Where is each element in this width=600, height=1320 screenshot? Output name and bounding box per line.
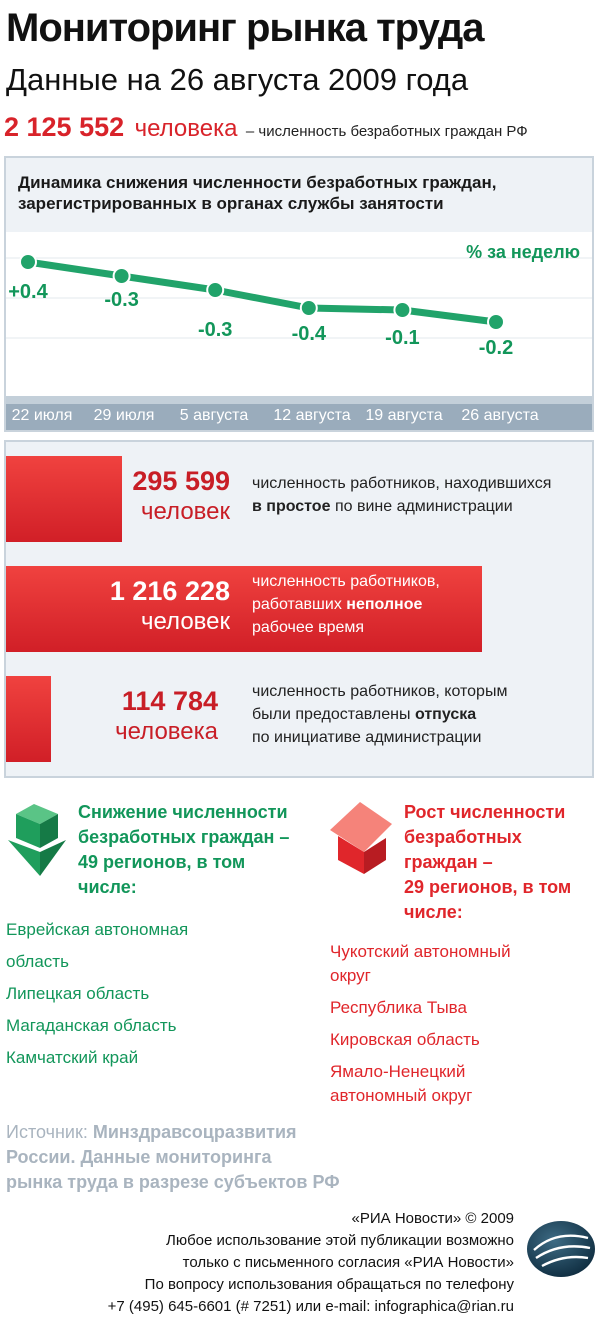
data-point-3 [207, 282, 223, 298]
increase-heading [404, 800, 571, 925]
total-description: – численность безработных граждан РФ [245, 123, 528, 140]
stat-unit-leave: человека [115, 718, 218, 745]
decrease-region-3: Магаданская область [6, 1016, 177, 1035]
footer-line-1: «РИА Новости» © 2009 [351, 1210, 514, 1227]
chart-legend: % за неделю [466, 242, 580, 262]
arrow-up-icon [330, 800, 396, 876]
ria-logo-icon [526, 1220, 596, 1278]
stat-unit-idle: человек [140, 498, 230, 525]
decrease-region-4: Камчатский край [6, 1048, 139, 1067]
increase-heading-line-2: безработных [404, 827, 522, 847]
data-label-5: -0.1 [385, 327, 420, 349]
footer-line-4: По вопросу использования обращаться по телефону [144, 1276, 514, 1293]
stat-value-leave: 114 784 [121, 686, 218, 716]
source-note [6, 1120, 340, 1195]
stat-desc-parttime-end: рабочее время [252, 619, 365, 636]
data-label-4: -0.4 [291, 323, 327, 345]
data-label-6: -0.2 [478, 337, 514, 359]
stat-desc-idle-text: численность работников, находившихся [252, 475, 552, 492]
increase-region-2: Республика Тыва [330, 998, 467, 1017]
increase-region-1-cont: округ [330, 966, 371, 985]
increase-region-1: Чукотский автономный [330, 942, 511, 961]
page-subtitle: Данные на 26 августа 2009 года [6, 62, 469, 97]
footer-line-3: только с письменного согласия «РИА Новости» [182, 1254, 514, 1271]
weekly-change-line-chart [6, 158, 592, 430]
stat-desc-parttime-text: численность работников, [252, 573, 440, 590]
copyright-footer [108, 1208, 514, 1318]
data-label-3: -0.3 [197, 319, 233, 341]
increase-heading-line-5: числе: [404, 902, 463, 922]
decrease-heading [78, 800, 289, 900]
increase-region-3: Кировская область [330, 1030, 480, 1049]
x-tick-label-5: 19 августа [365, 407, 443, 424]
stat-desc-leave-mid: были предоставлены [252, 706, 411, 723]
source-line-2: России. Данные мониторинга [6, 1147, 272, 1167]
stat-desc-parttime-mid: работавших [252, 596, 342, 613]
chart-panel [4, 156, 594, 432]
data-point-4 [301, 300, 317, 316]
x-tick-label-2: 29 июля [93, 407, 155, 424]
total-unit: человека [134, 115, 238, 142]
stat-desc-idle-end: по вине администрации [334, 498, 513, 515]
stat-desc-leave-text: численность работников, которым [252, 683, 508, 700]
x-tick-label-3: 5 августа [179, 407, 249, 424]
total-unemployed [4, 112, 528, 143]
x-tick-label-1: 22 июля [11, 407, 73, 424]
stat-value-parttime: 1 216 228 [109, 576, 230, 606]
data-label-1: +0.4 [8, 281, 48, 303]
stats-panel [4, 440, 594, 778]
stat-desc-leave-end: по инициативе администрации [252, 729, 482, 746]
data-point-2 [114, 268, 130, 284]
increase-heading-line-1: Рост численности [404, 802, 566, 822]
stat-desc-leave-bold: отпуска [414, 706, 477, 723]
stat-desc-parttime [252, 570, 440, 639]
stat-unit-parttime: человек [140, 608, 230, 635]
stat-desc-idle [252, 472, 551, 518]
increase-heading-line-3: граждан – [404, 852, 493, 872]
source-label: Источник: [6, 1122, 88, 1142]
page-title: Мониторинг рынка труда [6, 6, 484, 50]
decrease-region-1: Еврейская автономная [6, 920, 189, 939]
data-point-6 [488, 314, 504, 330]
stat-value-idle: 295 599 [132, 466, 230, 496]
stat-bar-idle [6, 456, 122, 542]
stat-desc-parttime-bold: неполное [346, 596, 423, 613]
stat-bar-leave [6, 676, 51, 762]
increase-region-4: Ямало-Ненецкий [330, 1062, 466, 1081]
decrease-heading-line-4: числе: [78, 877, 137, 897]
total-value: 2 125 552 [4, 112, 125, 142]
decrease-heading-line-2: безработных граждан – [78, 827, 290, 847]
arrow-down-icon [8, 800, 70, 880]
stat-desc-idle-bold: в простое [252, 498, 331, 515]
increase-region-4-cont: автономный округ [330, 1086, 473, 1105]
chart-title-line-1: Динамика снижения численности безработных граждан, [18, 173, 497, 192]
decrease-heading-line-3: 49 регионов, в том [78, 852, 246, 872]
source-org: Минздравсоцразвития [92, 1122, 297, 1142]
source-line-3: рынка труда в разрезе субъектов РФ [6, 1172, 340, 1192]
chart-title-line-2: зарегистрированных в органах службы занятости [18, 194, 444, 213]
series-line [28, 262, 496, 322]
x-tick-label-6: 26 августа [461, 407, 539, 424]
data-point-5 [394, 302, 410, 318]
source-line-1 [6, 1120, 340, 1145]
x-axis-band-highlight [6, 396, 592, 404]
decrease-region-1-cont: область [6, 952, 69, 971]
decrease-heading-line-1: Снижение численности [78, 802, 288, 822]
decrease-region-2: Липецкая область [6, 984, 150, 1003]
footer-line-5: +7 (495) 645-6601 (# 7251) или e-mail: infographica@rian.ru [107, 1298, 514, 1315]
data-label-2: -0.3 [104, 289, 139, 311]
increase-heading-line-4: 29 регионов, в том [404, 877, 572, 897]
data-point-1 [20, 254, 36, 270]
x-tick-label-4: 12 августа [273, 407, 351, 424]
footer-line-2: Любое использование этой публикации возможно [166, 1232, 514, 1249]
stat-desc-leave [252, 680, 507, 749]
